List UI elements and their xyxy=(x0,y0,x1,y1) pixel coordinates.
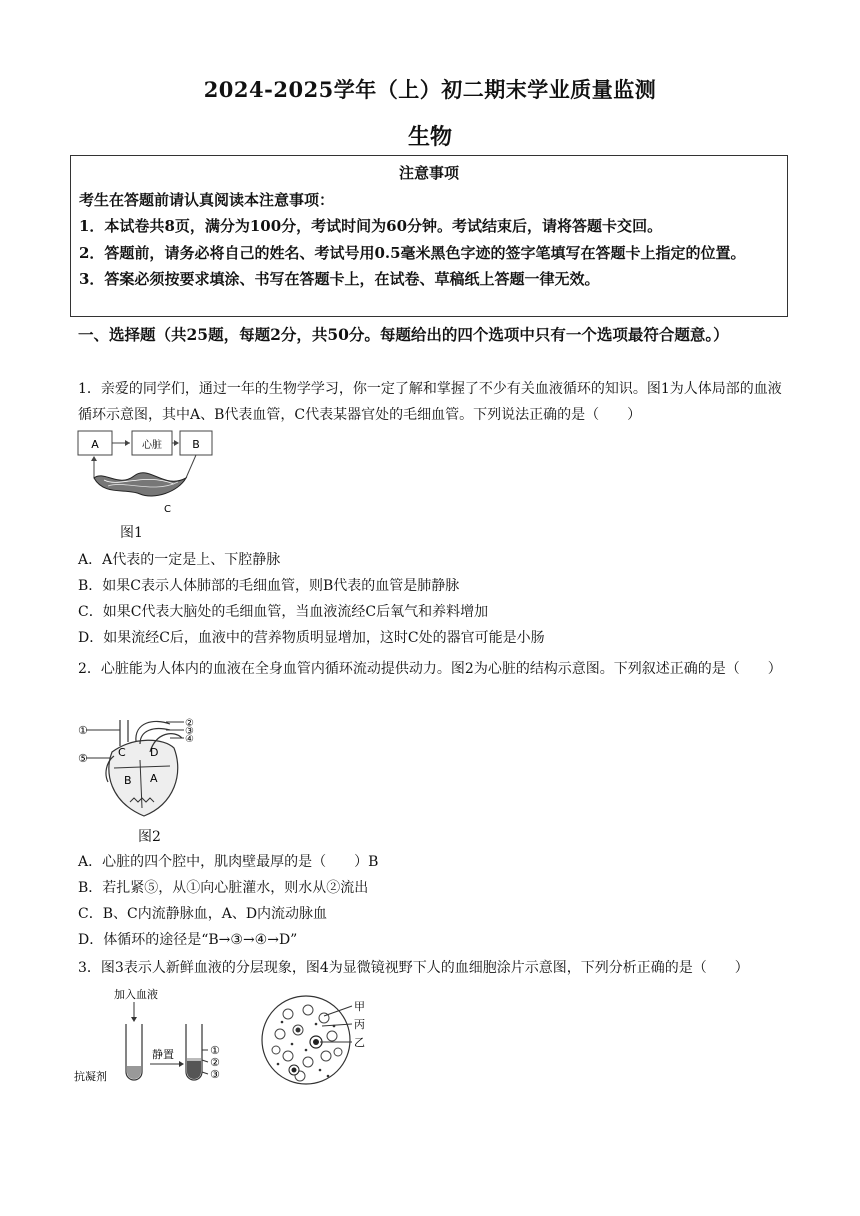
question-1-option-b: B．如果C表示人体肺部的毛细血管，则B代表的血管是肺静脉 xyxy=(78,578,460,594)
notice-intro: 考生在答题前请认真阅读本注意事项： xyxy=(79,190,335,209)
figure-2-label-a: A xyxy=(150,772,158,785)
subject-title: 生物 xyxy=(407,124,452,150)
figure-1-caption: 图1 xyxy=(120,525,143,541)
figure-1-circulation-diagram xyxy=(74,428,224,522)
figure-2-label-d: D xyxy=(150,746,159,759)
figure-3-label-layer-2: ② xyxy=(210,1056,220,1069)
notice-heading: 注意事项 xyxy=(398,164,459,182)
figure-3-blood-layering xyxy=(74,986,244,1090)
figure-3-label-layer-3: ③ xyxy=(210,1068,220,1081)
question-2-option-d: D．体循环的途径是“B→③→④→D” xyxy=(78,932,298,948)
question-2-stem: 2．心脏能为人体内的血液在全身血管内循环流动提供动力。图2为心脏的结构示意图。下列叙述正确的是（ ） xyxy=(78,661,782,677)
figure-2-label-b: B xyxy=(124,774,132,787)
figure-4-label-jia: 甲 xyxy=(354,1000,365,1013)
figure-2-label-2: ② xyxy=(185,718,194,729)
figure-1-label-a: A xyxy=(91,438,99,451)
figure-2-caption: 图2 xyxy=(138,829,161,845)
figure-3-label-stand: 静置 xyxy=(152,1048,174,1061)
question-3-stem: 3．图3表示人新鲜血液的分层现象，图4为显微镜视野下人的血细胞涂片示意图，下列分析正确的是（ ） xyxy=(78,960,749,976)
figure-2-label-1: ① xyxy=(78,724,88,737)
question-2-option-a: A．心脏的四个腔中，肌肉壁最厚的是（ ）B xyxy=(78,854,379,870)
figure-2-label-c: C xyxy=(118,746,126,759)
figure-4-label-bing: 丙 xyxy=(354,1018,365,1031)
figure-3-label-add-blood: 加入血液 xyxy=(114,988,158,1001)
exam-title: 2024-2025学年（上）初二期末学业质量监测 xyxy=(203,77,657,102)
question-2-option-c: C．B、C内流静脉血，A、D内流动脉血 xyxy=(78,906,328,922)
question-2-option-b: B．若扎紧⑤，从①向心脏灌水，则水从②流出 xyxy=(78,880,369,896)
section-heading: 一、选择题（共25题，每题2分，共50分。每题给出的四个选项中只有一个选项最符合题意。） xyxy=(78,325,729,344)
question-1-stem: 1．亲爱的同学们，通过一年的生物学学习，你一定了解和掌握了不少有关血液循环的知识。图1为人体局部的血液循环示意图，其中A、B代表血管，C代表某器官处的毛细血管。下列说法正确的是（ ） xyxy=(78,381,782,423)
notice-item: 3．答案必须按要求填涂、书写在答题卡上，在试卷、草稿纸上答题一律无效。 xyxy=(79,270,600,288)
figure-2-label-5: ⑤ xyxy=(78,752,88,765)
figure-1-label-heart: 心脏 xyxy=(142,440,162,451)
notice-item: 2．答题前，请务必将自己的姓名、考试号用0.5毫米黑色字迹的签字笔填写在答题卡上指定的位置。 xyxy=(79,243,746,262)
question-1-option-c: C．如果C代表大脑处的毛细血管，当血液流经C后氧气和养料增加 xyxy=(78,604,489,620)
figure-2-heart-diagram xyxy=(74,712,204,820)
figure-1-label-b: B xyxy=(192,438,200,451)
figure-3-label-anticoagulant: 抗凝剂 xyxy=(74,1070,107,1083)
figure-4-label-yi: 乙 xyxy=(354,1036,365,1049)
figure-2-label-3: ③ xyxy=(185,726,194,737)
notice-box xyxy=(70,155,788,317)
question-1-option-a: A．A代表的一定是上、下腔静脉 xyxy=(78,552,281,568)
figure-2-label-4: ④ xyxy=(185,734,194,745)
question-1-option-d: D．如果流经C后，血液中的营养物质明显增加，这时C处的器官可能是小肠 xyxy=(78,630,545,646)
figure-3-label-layer-1: ① xyxy=(210,1044,220,1057)
figure-1-label-c: C xyxy=(164,504,171,515)
figure-4-blood-smear xyxy=(258,990,370,1090)
notice-item: 1．本试卷共8页，满分为100分，考试时间为60分钟。考试结束后，请将答题卡交回。 xyxy=(79,217,663,235)
